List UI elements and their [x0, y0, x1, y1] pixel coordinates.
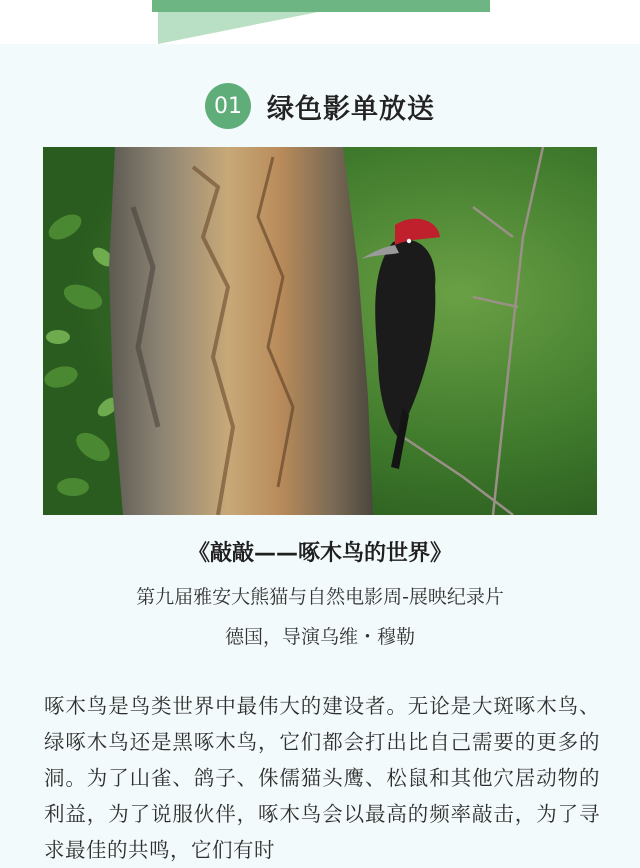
- section-title: 绿色影单放送: [267, 93, 435, 125]
- section-header: [0, 80, 640, 132]
- film-credits: 德国，导演乌维・穆勒: [224, 626, 415, 648]
- top-green-bar: [152, 0, 490, 12]
- film-description: 啄木鸟是鸟类世界中最伟大的建设者。无论是大斑啄木鸟、绿啄木鸟还是黑啄木鸟，它们都会打出比自己需要的更多的洞。为了山雀、鸽子、侏儒猫头鹰、松鼠和其他穴居动物的利益，为了说服伙伴，啄木鸟会以最高的频率敲击，为了寻求最佳的共鸣，它们有时: [44, 694, 600, 862]
- top-green-wedge: [158, 12, 318, 44]
- woodpecker-photo: [43, 147, 597, 515]
- film-event: 第九届雅安大熊猫与自然电影周-展映纪录片: [136, 586, 504, 608]
- film-title: 《敲敲——啄木鸟的世界》: [187, 541, 452, 566]
- woodpecker-illustration: [43, 147, 597, 515]
- section-number-badge: 01: [205, 83, 251, 129]
